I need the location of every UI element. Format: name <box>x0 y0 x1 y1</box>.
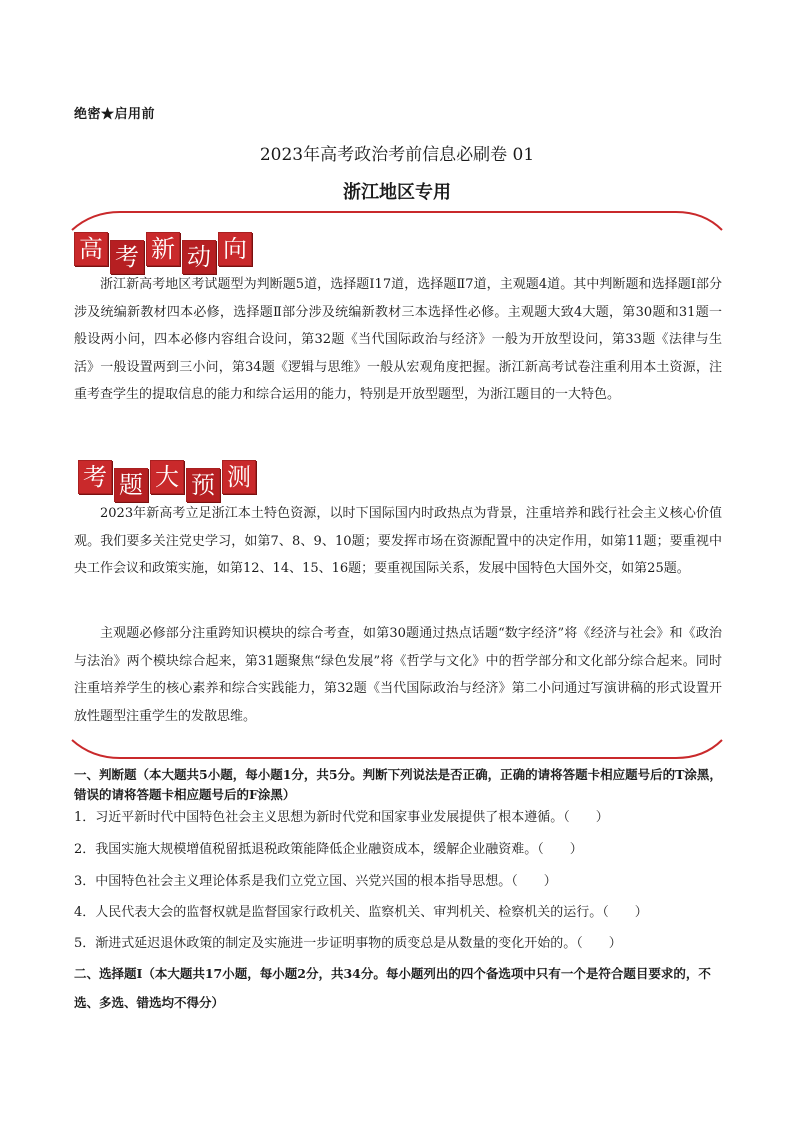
judge-question-4: 4．人民代表大会的监督权就是监督国家行政机关、监察机关、审判机关、检察机关的运行。（ ） <box>74 905 648 920</box>
secret-label: 绝密★启用前 <box>74 107 156 122</box>
badge-char: 大 <box>150 460 184 494</box>
badge-char: 测 <box>222 460 256 494</box>
badge-char: 高 <box>74 232 108 266</box>
judge-question-1: 1．习近平新时代中国特色社会主义思想为新时代党和国家事业发展提供了根本遵循。（ ） <box>74 810 609 825</box>
judge-question-5: 5．渐进式延迟退休政策的制定及实施进一步证明事物的质变总是从数量的变化开始的。（ ） <box>74 936 622 951</box>
badge-predict <box>78 460 256 502</box>
predict-paragraph-2: 主观题必修部分注重跨知识模块的综合考查，如第30题通过热点话题“数字经济”将《经济与社会》和《政治与法治》两个模块综合起来，第31题聚焦“绿色发展”将《哲学与文化》中的哲学部分和文化部分综合起来。同时注重培养学生的核心素养和综合实践能力，第32题《当代国际政治与经济》第二小问通过写演讲稿的形式设置开放性题型注重学生的发散思维。 <box>74 626 722 724</box>
exam-title: 2023年高考政治考前信息必刷卷 01 <box>259 145 535 165</box>
badge-char: 新 <box>146 232 180 266</box>
predict-paragraph-1: 2023年新高考立足浙江本土特色资源，以时下国际国内时政热点为背景，注重培养和践行社会主义核心价值观。我们要多关注党史学习，如第7、8、9、10题；要发挥市场在资源配置中的决定作用，如第11题；要重视中央工作会议和政策实施，如第12、14、15、16题；要重视国际关系，发展中国特色大国外交，如第25题。 <box>74 506 722 576</box>
badge-char: 预 <box>186 468 220 502</box>
bottom-arc-divider <box>0 722 794 762</box>
judge-question-2: 2．我国实施大规模增值税留抵退税政策能降低企业融资成本，缓解企业融资难。（ ） <box>74 842 583 857</box>
badge-trend <box>74 232 252 274</box>
judge-question-3: 3．中国特色社会主义理论体系是我们立党立国、兴党兴国的根本指导思想。（ ） <box>74 874 557 889</box>
exam-subtitle: 浙江地区专用 <box>343 182 451 203</box>
badge-char: 向 <box>218 232 252 266</box>
badge-char: 考 <box>110 240 144 274</box>
badge-char: 动 <box>182 240 216 274</box>
trend-paragraph: 浙江新高考地区考试题型为判断题5道，选择题Ⅰ17道，选择题Ⅱ7道，主观题4道。其中判断题和选择题Ⅰ部分涉及统编新教材四本必修，选择题Ⅱ部分涉及统编新教材三本选择性必修。主观题大致4大题，第30题和31题一般设两小问，四本必修内容组合设问，第32题《当代国际政治与经济》一般为开放型设问，第33题《法律与生活》一般设置两到三小问，第34题《逻辑与思维》一般从宏观角度把握。浙江新高考试卷注重利用本土资源，注重考查学生的提取信息的能力和综合运用的能力，特别是开放型题型，为浙江题目的一大特色。 <box>74 277 722 402</box>
badge-char: 题 <box>114 468 148 502</box>
part2-heading: 二、选择题Ⅰ（本大题共17小题，每小题2分，共34分。每小题列出的四个备选项中只有一个是符合题目要求的，不选、多选、错选均不得分） <box>74 966 711 1010</box>
part1-heading: 一、判断题（本大题共5小题，每小题1分，共5分。判断下列说法是否正确，正确的请将答题卡相应题号后的T涂黑，错误的请将答题卡相应题号后的F涂黑） <box>74 767 722 802</box>
badge-char: 考 <box>78 460 112 494</box>
